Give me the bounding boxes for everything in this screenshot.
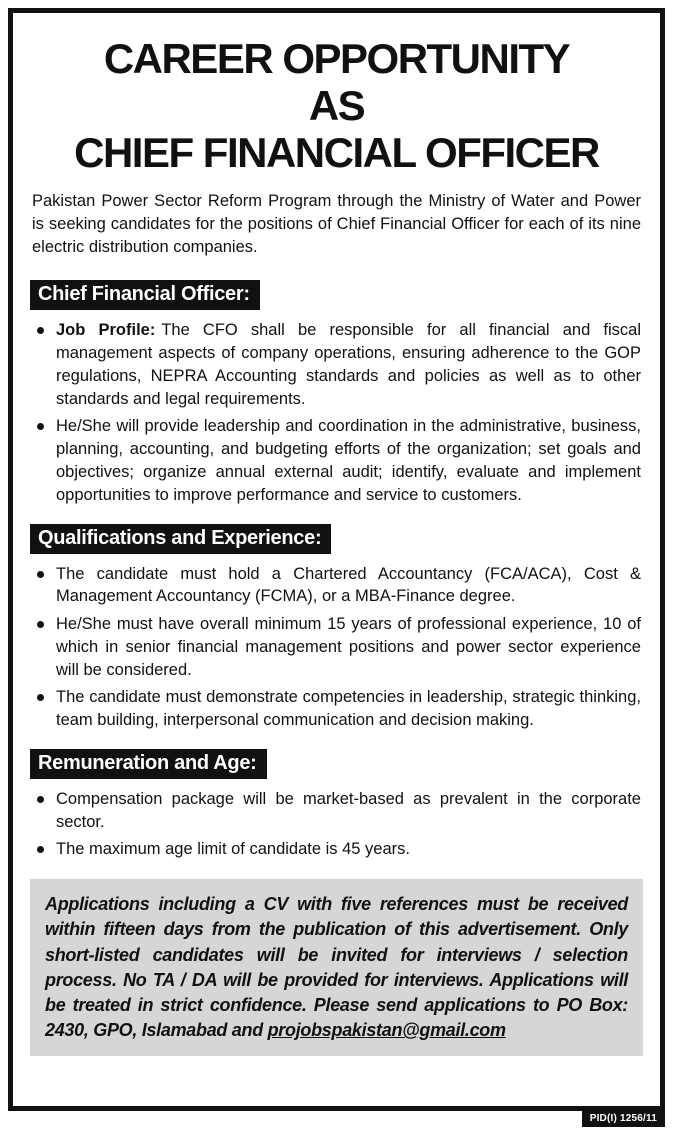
section-heading: Remuneration and Age: bbox=[30, 749, 267, 779]
bullet-list bbox=[32, 788, 641, 861]
bullet-item bbox=[32, 686, 641, 732]
bullet-lead: Job Profile: bbox=[56, 321, 156, 340]
bullet-item bbox=[32, 838, 641, 861]
bullet-item bbox=[32, 415, 641, 506]
bullet-dot-icon bbox=[37, 621, 44, 628]
bullet-text: The candidate must hold a Chartered Accountancy (FCA/ACA), Cost & Management Accountancy (FCMA), or a MBA-Finance degree. bbox=[56, 564, 641, 606]
section-heading: Chief Financial Officer: bbox=[30, 280, 260, 310]
bullet-text: He/She will provide leadership and coordination in the administrative, business, planning, accounting, and budgeting efforts of the organization; set goals and objectives; organize annual external audit; identify, evaluate and implement opportunities to improve performance and service to customers. bbox=[56, 417, 641, 504]
bullet-text: The CFO shall be responsible for all financial and fiscal management aspects of company operations, ensuring adherence to the GOP regulations, NEPRA Accounting standards and policies as well as to other standards and legal requirements. bbox=[56, 321, 641, 408]
bullet-dot-icon bbox=[37, 846, 44, 853]
application-email: projobspakistan@gmail.com bbox=[267, 1020, 506, 1041]
application-instructions-box bbox=[30, 879, 643, 1056]
title-line-2: AS bbox=[308, 82, 365, 130]
section-chief-financial-officer bbox=[30, 268, 643, 506]
bullet-dot-icon bbox=[37, 423, 44, 430]
bullet-dot-icon bbox=[37, 796, 44, 803]
bullet-dot-icon bbox=[37, 327, 44, 334]
section-qualifications-experience bbox=[30, 512, 643, 732]
bullet-item bbox=[32, 319, 641, 410]
bullet-dot-icon bbox=[37, 694, 44, 701]
ad-border-frame bbox=[8, 8, 665, 1111]
intro-paragraph: Pakistan Power Sector Reform Program through the Ministry of Water and Power is seeking candidates for the positions of Chief Financial Officer for each of its nine electric distribution companies. bbox=[32, 192, 641, 256]
bullet-item bbox=[32, 613, 641, 681]
ad-title bbox=[30, 35, 643, 176]
application-text: Applications including a CV with five references must be received within fifteen days from the publication of this advertisement. Only short-listed candidates will be invited for interviews / selection process. No TA / DA will be provided for interviews. Applications will be treated in strict confidence. Please send applications to PO Box: 2430, GPO, Islamabad and bbox=[45, 894, 628, 1041]
bullet-item bbox=[32, 563, 641, 609]
bullet-text: The maximum age limit of candidate is 45 years. bbox=[56, 840, 410, 859]
title-line-3: CHIEF FINANCIAL OFFICER bbox=[74, 129, 599, 177]
bullet-item bbox=[32, 788, 641, 834]
bullet-dot-icon bbox=[37, 571, 44, 578]
bullet-list bbox=[32, 319, 641, 506]
title-line-1: CAREER OPPORTUNITY bbox=[103, 35, 570, 82]
bullet-text: Compensation package will be market-based as prevalent in the corporate sector. bbox=[56, 789, 641, 831]
pid-badge: PID(I) 1256/11 bbox=[582, 1110, 665, 1127]
section-remuneration-age bbox=[30, 737, 643, 861]
bullet-text: He/She must have overall minimum 15 years of professional experience, 10 of which in senior financial management positions and power sector experience will be considered. bbox=[56, 615, 641, 679]
section-heading: Qualifications and Experience: bbox=[30, 524, 331, 554]
bullet-list bbox=[32, 563, 641, 732]
bullet-text: The candidate must demonstrate competencies in leadership, strategic thinking, team building, interpersonal communication and decision making. bbox=[56, 688, 641, 730]
